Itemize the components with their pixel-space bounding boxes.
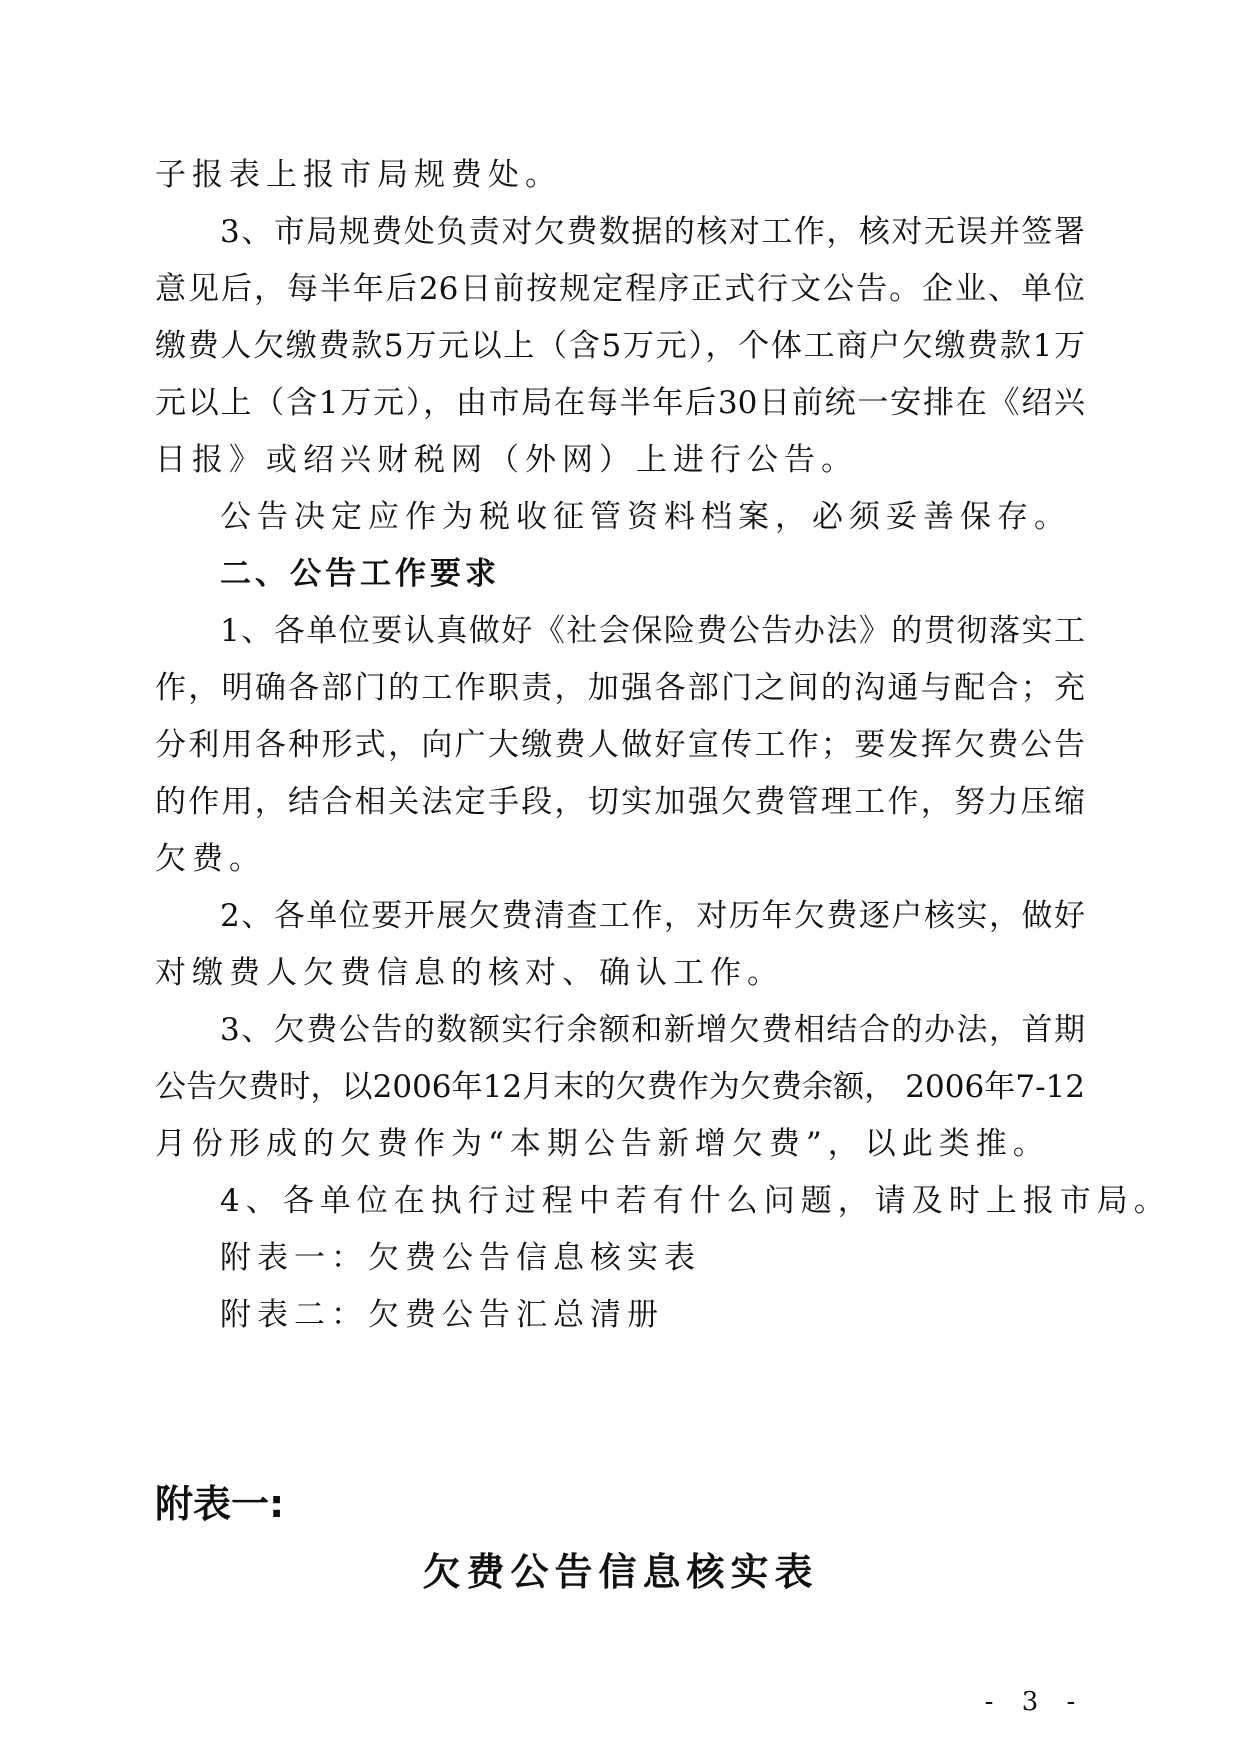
body-text-line: 对缴费人欠费信息的核对、确认工作。 xyxy=(155,955,784,991)
attachment-item: 附表一：欠费公告信息核实表 xyxy=(220,1240,701,1276)
table-title: 欠费公告信息核实表 xyxy=(422,1550,819,1594)
body-text-line: 4、各单位在执行过程中若有什么问题，请及时上报市局。 xyxy=(220,1183,1171,1219)
body-text-line: 元以上（含1万元），由市局在每半年后30日前统一安排在《绍兴 xyxy=(155,385,1085,421)
body-text-line: 公告决定应作为税收征管资料档案，必须妥善保存。 xyxy=(220,499,1071,535)
body-text-line: 缴费人欠缴费款5万元以上（含5万元），个体工商户欠缴费款1万 xyxy=(155,328,1085,364)
body-text-line: 公告欠费时，以2006年12月末的欠费作为欠费余额， 2006年7-12 xyxy=(155,1069,1085,1105)
body-text-line: 1、各单位要认真做好《社会保险费公告办法》的贯彻落实工 xyxy=(220,613,1085,649)
body-text-line: 月份形成的欠费作为“本期公告新增欠费”，以此类推。 xyxy=(155,1126,1050,1162)
body-text-line: 3、市局规费处负责对欠费数据的核对工作，核对无误并签署 xyxy=(220,214,1085,250)
body-text-line: 3、欠费公告的数额实行余额和新增欠费相结合的办法，首期 xyxy=(220,1012,1085,1048)
body-text-line: 作，明确各部门的工作职责，加强各部门之间的沟通与配合；充 xyxy=(155,670,1085,706)
body-text-line: 日报》或绍兴财税网（外网）上进行公告。 xyxy=(155,442,858,478)
body-text-line: 子报表上报市局规费处。 xyxy=(155,157,562,193)
attachment-item: 附表二：欠费公告汇总清册 xyxy=(220,1297,664,1333)
body-text-line: 欠费。 xyxy=(155,841,266,877)
body-text-line: 意见后，每半年后26日前按规定程序正式行文公告。企业、单位 xyxy=(155,271,1085,307)
page-number: - 3 - xyxy=(984,1687,1086,1717)
section-heading: 二、公告工作要求 xyxy=(220,556,500,592)
appendix-label: 附表一: xyxy=(155,1482,285,1526)
body-text-line: 2、各单位要开展欠费清查工作，对历年欠费逐户核实，做好 xyxy=(220,898,1085,934)
body-text-line: 的作用，结合相关法定手段，切实加强欠费管理工作，努力压缩 xyxy=(155,784,1085,820)
body-text-line: 分利用各种形式，向广大缴费人做好宣传工作；要发挥欠费公告 xyxy=(155,727,1085,763)
